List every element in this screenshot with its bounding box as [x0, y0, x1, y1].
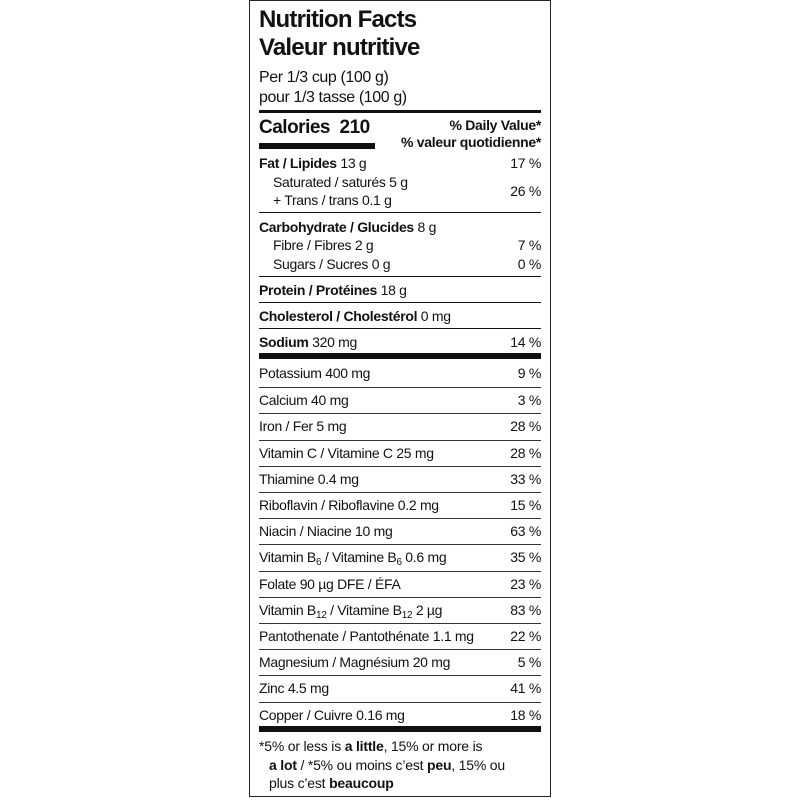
- fat-amount: 13 g: [336, 155, 367, 171]
- nutrient-label: [259, 628, 474, 644]
- nutrient-row: [259, 413, 541, 439]
- dv-fr: % valeur quotidienne: [401, 134, 536, 150]
- label-part: Vitamin B: [259, 601, 316, 618]
- nutrient-dv: 5 %: [517, 654, 541, 671]
- label-part: 2 µg: [412, 601, 443, 618]
- label-part: Copper / Cuivre 0.16 mg: [259, 706, 405, 723]
- nutrient-dv: 22 %: [510, 628, 541, 644]
- label-part: Vitamin C / Vitamine C 25 mg: [259, 444, 434, 461]
- carbohydrate-row: [259, 218, 541, 236]
- nutrient-label: [259, 707, 405, 723]
- nutrient-label: [259, 418, 346, 434]
- sodium-amount: 320 mg: [308, 334, 358, 350]
- nutrient-label: [259, 497, 439, 513]
- footnote-text: , 15% ou: [451, 756, 505, 773]
- nutrient-dv: 28 %: [510, 444, 541, 461]
- protein-amount: 18 g: [377, 282, 407, 298]
- sugars-row: [259, 255, 541, 273]
- cholesterol-amount: 0 mg: [417, 308, 451, 324]
- nutrient-dv: 41 %: [510, 680, 541, 697]
- nutrient-row: [259, 597, 541, 623]
- fat-label: Fat / Lipides: [259, 155, 337, 171]
- nutrient-row: [259, 702, 541, 728]
- fat-row: [259, 154, 541, 172]
- label-part: / Vitamine B: [321, 549, 397, 566]
- nutrient-row: [259, 544, 541, 570]
- label-part: Calcium 40 mg: [259, 392, 349, 409]
- nutrition-facts-label: [249, 0, 551, 797]
- nutrient-row: [259, 492, 541, 518]
- nutrient-label: [259, 471, 359, 487]
- subscript: 12: [315, 609, 327, 621]
- serving-size-fr: pour 1/3 tasse (100 g): [259, 89, 407, 106]
- nutrient-row: [259, 623, 541, 649]
- footnote-bold: a lot: [269, 756, 297, 773]
- nutrient-row: [259, 440, 541, 466]
- label-part: Magnesium / Magnésium 20 mg: [259, 654, 451, 671]
- daily-value-header: [259, 117, 541, 151]
- fat-dv: 17 %: [510, 155, 541, 171]
- footnote-bold: beaucoup: [329, 775, 394, 791]
- nutrient-row: [259, 466, 541, 492]
- serving-size-en: Per 1/3 cup (100 g): [259, 69, 389, 86]
- nutrient-dv: 18 %: [510, 706, 541, 723]
- footnote-text: plus c’est: [269, 775, 330, 791]
- nutrient-row: [259, 675, 541, 701]
- footnote-bold: peu: [427, 756, 452, 773]
- nutrient-dv: 83 %: [510, 601, 541, 618]
- sodium-label: Sodium: [259, 334, 309, 350]
- protein-label: Protein / Protéines: [259, 282, 377, 298]
- nutrient-dv: 3 %: [517, 392, 541, 409]
- fibre-row: [259, 236, 541, 254]
- divider: [259, 276, 541, 277]
- nutrient-label: [259, 576, 401, 592]
- nutrient-label: [259, 445, 434, 461]
- sat-trans-dv: 26 %: [510, 183, 541, 199]
- nutrient-dv: 33 %: [510, 470, 541, 487]
- subscript: 6: [396, 557, 402, 569]
- asterisk: *: [535, 117, 541, 133]
- divider: [259, 212, 541, 213]
- nutrient-label: [259, 680, 329, 696]
- nutrient-dv: 15 %: [510, 497, 541, 513]
- label-part: Vitamin B: [259, 549, 316, 566]
- footnote: [259, 737, 541, 793]
- fibre-label: Fibre / Fibres 2 g: [273, 237, 374, 253]
- thick-divider: [259, 110, 541, 113]
- label-part: Pantothenate / Pantothénate 1.1 mg: [259, 628, 474, 644]
- nutrient-dv: 63 %: [510, 523, 541, 540]
- trans-row: + Trans / trans 0.1 g: [273, 192, 392, 208]
- label-part: Niacin / Niacine 10 mg: [259, 523, 393, 540]
- nutrient-row: [259, 649, 541, 675]
- title-en: Nutrition Facts: [259, 6, 417, 33]
- protein-row: [259, 281, 541, 299]
- subscript: 12: [401, 609, 413, 621]
- label-part: Thiamine 0.4 mg: [259, 470, 359, 487]
- sugars-label: Sugars / Sucres 0 g: [273, 256, 391, 272]
- cholesterol-label: Cholesterol / Cholestérol: [259, 308, 418, 324]
- carb-amount: 8 g: [413, 219, 437, 235]
- nutrient-dv: 35 %: [510, 549, 541, 566]
- asterisk: *: [535, 134, 541, 150]
- sugars-dv: 0 %: [517, 256, 541, 272]
- cholesterol-row: [259, 307, 541, 325]
- label-part: Riboflavin / Riboflavine 0.2 mg: [259, 497, 439, 513]
- sodium-dv: 14 %: [510, 334, 541, 350]
- label-part: / Vitamine B: [326, 601, 402, 618]
- sodium-row: [259, 333, 541, 351]
- label-part: 0.6 mg: [401, 549, 447, 566]
- fibre-dv: 7 %: [517, 237, 541, 253]
- nutrient-dv: 9 %: [517, 365, 541, 381]
- label-part: Folate 90 µg DFE / ÉFA: [259, 575, 401, 592]
- nutrient-label: [259, 601, 443, 621]
- nutrient-row: [259, 387, 541, 413]
- nutrient-label: [259, 392, 348, 408]
- subscript: 6: [315, 557, 322, 569]
- dv-en: % Daily Value: [449, 117, 536, 133]
- calories-value: 210: [339, 117, 370, 138]
- label-part: Potassium 400 mg: [259, 365, 371, 381]
- nutrient-dv: 28 %: [510, 418, 541, 435]
- calories-label: Calories: [259, 117, 330, 138]
- footnote-bold: a little: [344, 738, 384, 754]
- thick-divider: [259, 726, 541, 732]
- nutrient-label: [259, 549, 447, 569]
- thick-divider: [259, 353, 541, 359]
- footnote-text: *5% or less is: [259, 738, 345, 754]
- nutrient-dv: 23 %: [510, 575, 541, 592]
- nutrient-row: [259, 571, 541, 597]
- nutrient-label: [259, 654, 450, 670]
- nutrient-row: [259, 361, 541, 387]
- nutrient-row: [259, 518, 541, 544]
- nutrient-label: [259, 365, 370, 381]
- divider: [259, 328, 541, 329]
- saturated-row: Saturated / saturés 5 g: [273, 174, 408, 190]
- title-fr: Valeur nutritive: [259, 34, 420, 61]
- footnote-text: / *5% ou moins c’est: [296, 756, 427, 773]
- label-part: Zinc 4.5 mg: [259, 680, 329, 697]
- label-part: Iron / Fer 5 mg: [259, 418, 347, 435]
- nutrient-label: [259, 523, 392, 539]
- divider: [259, 302, 541, 303]
- footnote-text: , 15% or more is: [383, 738, 483, 754]
- carb-label: Carbohydrate / Glucides: [259, 219, 414, 235]
